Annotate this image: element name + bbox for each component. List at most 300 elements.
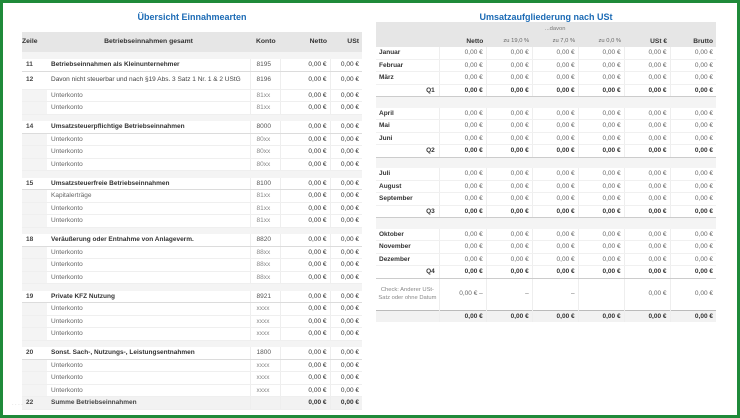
cell-ust[interactable]: 0,00 € [330,202,362,215]
value-cell[interactable]: 0,00 € [532,145,578,158]
cell-konto: xxxx [250,384,280,397]
table-row [22,246,362,259]
value-cell[interactable]: 0,00 € [439,180,486,193]
cell-netto[interactable]: 0,00 € [280,359,330,372]
value-cell[interactable]: 0,00 € [439,132,486,145]
cell-netto[interactable]: 0,00 € [280,303,330,316]
row-label: Juli [376,168,439,180]
category-row [22,347,362,359]
value-cell[interactable]: 0,00 € [624,47,670,59]
cell-name: Kapitalerträge [47,190,250,203]
quarter-row [376,205,716,218]
cell-zeile: 11 [22,59,47,71]
table-row [22,259,362,272]
month-row [376,180,716,193]
value-cell[interactable]: 0,00 € [578,193,624,206]
table-row [22,384,362,397]
value-cell[interactable]: 0,00 € [439,84,486,97]
value-cell[interactable]: 0,00 € [486,229,532,241]
value-cell[interactable]: 0,00 € [532,59,578,72]
left-panel-title: Übersicht Einnahmearten [137,12,247,22]
total-row [22,397,362,410]
value-cell[interactable]: 0,00 € [578,59,624,72]
cell-netto[interactable]: 0,00 € [280,372,330,385]
value-cell[interactable]: 0,00 € [486,180,532,193]
cell-ust[interactable]: 0,00 € [330,347,362,359]
value-cell[interactable]: 0,00 € [670,278,716,310]
category-row [22,291,362,303]
cell-netto[interactable]: 0,00 € [280,315,330,328]
value-cell[interactable]: 0,00 € [532,180,578,193]
value-cell[interactable]: 0,00 € [670,84,716,97]
month-row [376,193,716,206]
value-cell[interactable]: 0,00 € [439,168,486,180]
row-label: Mai [376,120,439,133]
value-cell[interactable]: 0,00 € [578,132,624,145]
cell-ust[interactable]: 0,00 € [330,259,362,272]
cell-name: Veräußerung oder Entnahme von Anlageverm. [47,234,250,246]
value-cell[interactable]: 0,00 € [439,120,486,133]
value-cell[interactable]: 0,00 € [578,229,624,241]
value-cell[interactable]: 0,00 € [486,120,532,133]
value-cell[interactable]: 0,00 € [532,47,578,59]
table-row [22,271,362,284]
cell-netto[interactable]: 0,00 € [280,234,330,246]
value-cell[interactable]: 0,00 € [670,266,716,279]
col-brutto: Brutto [670,36,716,47]
value-cell[interactable]: 0,00 € [670,132,716,145]
value-cell[interactable]: 0,00 € [486,253,532,266]
cell-konto: 81xx [250,215,280,228]
cell-konto: 81xx [250,102,280,115]
cell-name: Private KFZ Nutzung [47,291,250,303]
value-cell[interactable]: 0,00 € [624,193,670,206]
cell-konto: xxxx [250,315,280,328]
cell-konto [250,397,280,410]
row-label: August [376,180,439,193]
table-row [22,146,362,159]
cell-netto[interactable]: 0,00 € [280,397,330,410]
value-cell[interactable]: – [532,278,578,310]
value-cell[interactable]: 0,00 € [439,145,486,158]
cell-ust[interactable]: 0,00 € [330,121,362,133]
category-row [22,234,362,246]
cell-name: Unterkonto [47,271,250,284]
value-cell[interactable]: 0,00 € [439,193,486,206]
cell-zeile [22,328,47,341]
col-19: zu 19,0 % [486,36,532,47]
cell-netto[interactable]: 0,00 € [280,328,330,341]
cell-name: Unterkonto [47,102,250,115]
cell-zeile [22,315,47,328]
cell-ust[interactable]: 0,00 € [330,315,362,328]
total-row [376,310,716,322]
col-ust: USt [330,32,362,52]
value-cell[interactable]: 0,00 € [578,310,624,322]
cell-ust[interactable]: 0,00 € [330,234,362,246]
value-cell[interactable]: 0,00 € [532,108,578,120]
value-cell[interactable]: 0,00 € [578,168,624,180]
cell-name: Unterkonto [47,133,250,146]
cell-konto: 8000 [250,121,280,133]
row-label: Dezember [376,253,439,266]
cell-name: Umsatzsteuerpflichtige Betriebseinnahmen [47,121,250,133]
cell-netto[interactable]: 0,00 € [280,271,330,284]
quarter-row [376,266,716,279]
table-row [22,315,362,328]
col-name: Betriebseinnahmen gesamt [47,32,250,52]
cell-name: Unterkonto [47,215,250,228]
value-cell[interactable]: 0,00 € [532,132,578,145]
value-cell[interactable]: 0,00 € [578,145,624,158]
col-ust: USt € [624,36,670,47]
table-header [376,36,716,47]
value-cell[interactable]: 0,00 € [578,72,624,85]
cell-netto[interactable]: 0,00 € [280,146,330,159]
cell-ust[interactable]: 0,00 € [330,291,362,303]
cell-konto: 8921 [250,291,280,303]
spacer-row [22,114,362,121]
cell-ust[interactable]: 0,00 € [330,246,362,259]
value-cell[interactable]: 0,00 € [670,229,716,241]
value-cell[interactable]: 0,00 € [670,205,716,218]
value-cell[interactable]: 0,00 € [670,310,716,322]
value-cell[interactable]: 0,00 € [439,241,486,254]
value-cell[interactable]: 0,00 € [624,241,670,254]
cell-konto: 8100 [250,178,280,190]
month-row [376,241,716,254]
cell-netto[interactable]: 0,00 € [280,178,330,190]
col-0: zu 0,0 % [578,36,624,47]
cell-ust[interactable]: 0,00 € [330,59,362,71]
value-cell[interactable]: 0,00 € [578,205,624,218]
cell-netto[interactable]: 0,00 € [280,71,330,89]
month-row [376,47,716,59]
cell-ust[interactable]: 0,00 € [330,372,362,385]
cell-zeile: 20 [22,347,47,359]
cell-ust[interactable]: 0,00 € [330,146,362,159]
cell-zeile [22,102,47,115]
cell-name: Umsatzsteuerfreie Betriebseinnahmen [47,178,250,190]
cell-zeile [22,158,47,171]
cell-konto: 81xx [250,190,280,203]
value-cell[interactable]: 0,00 € [486,193,532,206]
value-cell[interactable]: 0,00 € [486,47,532,59]
cell-netto[interactable]: 0,00 € [280,384,330,397]
cell-ust[interactable]: 0,00 € [330,178,362,190]
value-cell[interactable]: 0,00 € [439,59,486,72]
cell-name: Unterkonto [47,315,250,328]
col-zeile: Zeile [22,32,47,52]
spacer-row [22,227,362,234]
value-cell[interactable]: 0,00 € [624,266,670,279]
cell-zeile: 15 [22,178,47,190]
value-cell[interactable]: 0,00 € [439,205,486,218]
value-cell[interactable]: 0,00 € [670,72,716,85]
cell-ust[interactable]: 0,00 € [330,328,362,341]
value-cell[interactable]: 0,00 € [439,310,486,322]
cell-konto: 1800 [250,347,280,359]
cell-name: Unterkonto [47,202,250,215]
row-label: April [376,108,439,120]
cell-ust[interactable]: 0,00 € [330,397,362,410]
value-cell[interactable]: 0,00 € [624,180,670,193]
value-cell[interactable]: 0,00 € [486,72,532,85]
value-cell[interactable]: 0,00 € [532,84,578,97]
cell-konto: 8196 [250,71,280,89]
cell-zeile [22,271,47,284]
spacer-row [376,97,716,108]
value-cell[interactable]: 0,00 € [532,205,578,218]
col-konto: Konto [250,32,280,52]
row-label: Q4 [376,266,439,279]
value-cell[interactable]: 0,00 € [486,266,532,279]
value-cell[interactable]: 0,00 € [439,47,486,59]
cell-netto[interactable]: 0,00 € [280,190,330,203]
value-cell[interactable]: 0,00 € [486,205,532,218]
cell-konto: 88xx [250,259,280,272]
cell-netto[interactable]: 0,00 € [280,202,330,215]
cell-konto: 8820 [250,234,280,246]
spacer-row [22,52,362,59]
row-label: September [376,193,439,206]
value-cell[interactable]: 0,00 € [532,241,578,254]
month-row [376,132,716,145]
value-cell[interactable]: 0,00 € [670,241,716,254]
table-row [22,303,362,316]
value-cell[interactable]: 0,00 € [624,310,670,322]
cell-ust[interactable]: 0,00 € [330,89,362,102]
cell-ust[interactable]: 0,00 € [330,271,362,284]
cell-zeile [22,384,47,397]
quarter-row [376,145,716,158]
col-netto: Netto [439,36,486,47]
table-row [22,71,362,89]
value-cell[interactable]: 0,00 € [670,180,716,193]
davon-label: ...davon [486,22,624,36]
value-cell[interactable]: 0,00 € [624,229,670,241]
cell-ust[interactable]: 0,00 € [330,384,362,397]
cell-netto[interactable]: 0,00 € [280,291,330,303]
cell-ust[interactable]: 0,00 € [330,102,362,115]
col-netto: Netto [280,32,330,52]
cell-name: Unterkonto [47,384,250,397]
value-cell[interactable]: 0,00 € [670,253,716,266]
value-cell[interactable]: 0,00 € [670,108,716,120]
table-row [22,372,362,385]
cell-zeile [22,133,47,146]
cell-name: Unterkonto [47,158,250,171]
value-cell[interactable]: 0,00 € [532,72,578,85]
value-cell[interactable]: 0,00 € [670,120,716,133]
value-cell[interactable]: – [486,278,532,310]
value-cell[interactable]: 0,00 € [578,120,624,133]
value-cell[interactable]: 0,00 € [532,168,578,180]
value-cell[interactable]: 0,00 € [439,253,486,266]
value-cell[interactable]: 0,00 € [624,145,670,158]
cell-netto[interactable]: 0,00 € [280,246,330,259]
table-row [22,190,362,203]
value-cell[interactable]: 0,00 € [578,253,624,266]
spacer-row [22,171,362,178]
cell-konto: 80xx [250,133,280,146]
spacer-row [376,218,716,229]
value-cell[interactable]: 0,00 € [578,47,624,59]
table-row [22,133,362,146]
cell-zeile [22,215,47,228]
cell-name: Unterkonto [47,259,250,272]
category-row [22,178,362,190]
value-cell[interactable]: 0,00 € [532,120,578,133]
row-label: März [376,72,439,85]
cell-ust[interactable]: 0,00 € [330,190,362,203]
value-cell[interactable]: 0,00 € [532,193,578,206]
value-cell[interactable]: 0,00 € [670,59,716,72]
cell-netto[interactable]: 0,00 € [280,59,330,71]
row-label: Q3 [376,205,439,218]
value-cell[interactable]: 0,00 € – [439,278,486,310]
value-cell[interactable]: 0,00 € [624,168,670,180]
value-cell[interactable]: 0,00 € [486,59,532,72]
cell-zeile [22,359,47,372]
month-row [376,229,716,241]
value-cell[interactable]: 0,00 € [670,145,716,158]
umsatzaufgliederung-table [376,22,716,322]
value-cell[interactable]: 0,00 € [439,266,486,279]
value-cell[interactable]: 0,00 € [670,47,716,59]
value-cell[interactable] [578,278,624,310]
cell-name: Sonst. Sach-, Nutzungs-, Leistungsentnahmen [47,347,250,359]
value-cell[interactable]: 0,00 € [578,241,624,254]
cell-konto: xxxx [250,328,280,341]
cell-netto[interactable]: 0,00 € [280,121,330,133]
cell-netto[interactable]: 0,00 € [280,347,330,359]
value-cell[interactable]: 0,00 € [624,72,670,85]
cell-konto: 88xx [250,246,280,259]
value-cell[interactable]: 0,00 € [624,59,670,72]
table-row [22,359,362,372]
row-label: Januar [376,47,439,59]
value-cell[interactable]: 0,00 € [624,120,670,133]
cell-zeile: 14 [22,121,47,133]
value-cell[interactable]: 0,00 € [670,168,716,180]
month-row [376,253,716,266]
month-row [376,59,716,72]
value-cell[interactable]: 0,00 € [578,266,624,279]
cell-netto[interactable]: 0,00 € [280,133,330,146]
table-row [22,89,362,102]
cell-zeile [22,89,47,102]
value-cell[interactable]: 0,00 € [486,132,532,145]
cell-ust[interactable]: 0,00 € [330,215,362,228]
value-cell[interactable]: 0,00 € [578,84,624,97]
cell-konto: xxxx [250,359,280,372]
cell-zeile: 22 [22,397,47,410]
value-cell[interactable]: 0,00 € [486,241,532,254]
cell-netto[interactable]: 0,00 € [280,102,330,115]
einnahmearten-table [22,32,362,410]
cell-konto: 81xx [250,202,280,215]
cell-name: Unterkonto [47,359,250,372]
cell-zeile [22,202,47,215]
cell-name: Unterkonto [47,146,250,159]
right-panel-title: Umsatzaufgliederung nach USt [479,12,613,22]
value-cell[interactable]: 0,00 € [486,108,532,120]
value-cell[interactable]: 0,00 € [624,108,670,120]
table-row [22,202,362,215]
cell-ust[interactable]: 0,00 € [330,71,362,89]
cell-ust[interactable]: 0,00 € [330,359,362,372]
value-cell[interactable]: 0,00 € [532,266,578,279]
col-7: zu 7,0 % [532,36,578,47]
value-cell[interactable]: 0,00 € [439,72,486,85]
cell-zeile: 12 [22,71,47,89]
value-cell[interactable]: 0,00 € [439,108,486,120]
cell-zeile [22,372,47,385]
value-cell[interactable]: 0,00 € [486,168,532,180]
footer-mark: · · · · [12,402,23,408]
cell-konto: xxxx [250,372,280,385]
cell-netto[interactable]: 0,00 € [280,158,330,171]
value-cell[interactable]: 0,00 € [486,310,532,322]
cell-zeile [22,146,47,159]
row-label: November [376,241,439,254]
cell-ust[interactable]: 0,00 € [330,133,362,146]
cell-name: Unterkonto [47,303,250,316]
cell-netto[interactable]: 0,00 € [280,89,330,102]
cell-konto: xxxx [250,303,280,316]
value-cell[interactable]: 0,00 € [486,84,532,97]
row-label: Oktober [376,229,439,241]
value-cell[interactable]: 0,00 € [624,132,670,145]
table-header-davon [376,22,716,36]
month-row [376,168,716,180]
value-cell[interactable]: 0,00 € [624,84,670,97]
row-label: Check: Anderer USt-Satz oder ohne Datum [378,287,437,301]
value-cell[interactable]: 0,00 € [578,108,624,120]
month-row [376,72,716,85]
cell-konto: 80xx [250,158,280,171]
cell-netto[interactable]: 0,00 € [280,215,330,228]
cell-konto: 8195 [250,59,280,71]
quarter-row [376,84,716,97]
value-cell[interactable]: 0,00 € [532,310,578,322]
value-cell[interactable]: 0,00 € [670,193,716,206]
value-cell[interactable]: 0,00 € [624,278,670,310]
value-cell[interactable]: 0,00 € [439,229,486,241]
table-row [22,215,362,228]
cell-ust[interactable]: 0,00 € [330,158,362,171]
row-label: Februar [376,59,439,72]
value-cell[interactable]: 0,00 € [486,145,532,158]
spacer-row [22,340,362,347]
value-cell[interactable]: 0,00 € [532,229,578,241]
cell-name: Unterkonto [47,372,250,385]
cell-name: Betriebseinnahmen als Kleinunternehmer [47,59,250,71]
cell-name: Summe Betriebseinnahmen [47,397,250,410]
cell-ust[interactable]: 0,00 € [330,303,362,316]
value-cell[interactable]: 0,00 € [532,253,578,266]
cell-zeile [22,246,47,259]
cell-zeile [22,190,47,203]
cell-name: Davon nicht steuerbar und nach §19 Abs. 3 Satz 1 Nr. 1 & 2 UStG [47,71,250,89]
cell-netto[interactable]: 0,00 € [280,259,330,272]
row-label [376,310,439,322]
value-cell[interactable]: 0,00 € [624,205,670,218]
value-cell[interactable]: 0,00 € [624,253,670,266]
value-cell[interactable]: 0,00 € [578,180,624,193]
table-row [22,328,362,341]
